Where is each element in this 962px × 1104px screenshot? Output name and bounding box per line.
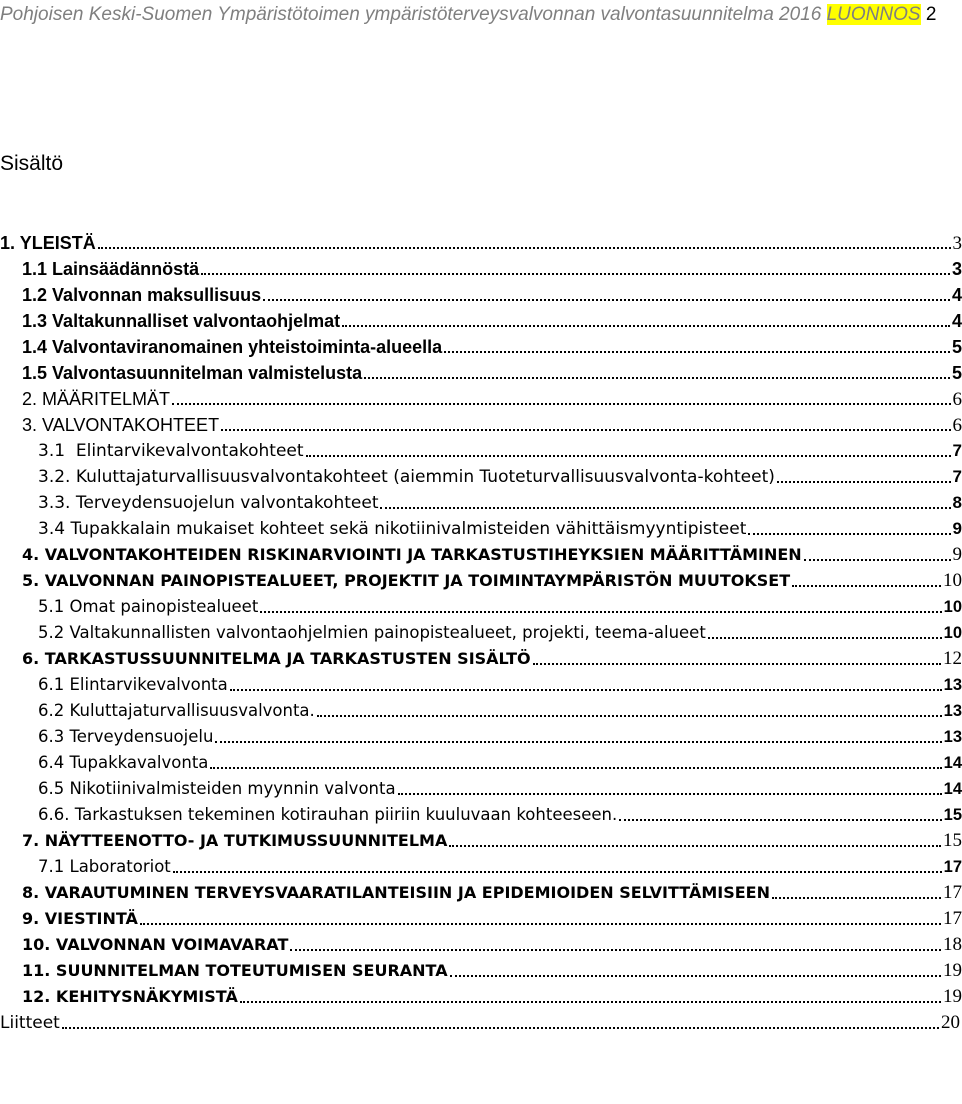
toc-leader-dots: [380, 507, 950, 509]
toc-leader-dots: [263, 299, 950, 301]
toc-entry-label: Tupakkalain mukaiset kohteet sekä nikotiinivalmisteiden vähittäismyyntipisteet: [70, 519, 747, 539]
toc-entry[interactable]: [0, 412, 962, 438]
toc-leader-dots: [772, 897, 941, 899]
toc-entry[interactable]: [0, 490, 962, 516]
toc-entry[interactable]: [0, 932, 962, 958]
toc-leader-dots: [221, 429, 950, 431]
toc-entry[interactable]: [0, 516, 962, 542]
toc-leader-dots: [317, 715, 942, 717]
toc-leader-dots: [230, 689, 942, 691]
toc-leader-dots: [210, 767, 941, 769]
toc-entry-number: 3.: [22, 415, 38, 435]
toc-entry-page: 10: [943, 598, 962, 616]
toc-entry-page: 15: [943, 830, 962, 851]
toc-entry[interactable]: [0, 230, 962, 256]
toc-entry-number: 5.2: [38, 623, 65, 642]
toc-entry-number: 3.3.: [38, 493, 71, 513]
toc-entry[interactable]: [0, 750, 962, 776]
toc-entry[interactable]: [0, 906, 962, 932]
toc-entry[interactable]: [0, 256, 962, 282]
page-header: [0, 4, 960, 26]
toc-entry[interactable]: [0, 958, 962, 984]
toc-leader-dots: [777, 481, 951, 483]
toc-entry[interactable]: [0, 282, 962, 308]
toc-leader-dots: [748, 533, 950, 535]
toc-entry-page: 17: [943, 908, 962, 929]
toc-entry-page: 6: [952, 415, 962, 436]
toc-entry-label: Terveydensuojelun valvontakohteet: [75, 493, 379, 513]
toc-entry[interactable]: [0, 594, 962, 620]
toc-entry-page: 10: [943, 624, 962, 642]
toc-entry-number: 5.: [22, 571, 40, 590]
toc-entry-page: 19: [943, 986, 962, 1007]
toc-entry-page: 13: [943, 728, 962, 746]
toc-entry-number: 5.1: [38, 597, 65, 616]
toc-entry-label: Tarkastuksen tekeminen kotirauhan piiriin kuuluvaan kohteeseen.: [74, 805, 618, 824]
toc-entry-number: 6.1: [38, 675, 65, 694]
toc-entry-page: 14: [943, 780, 962, 798]
toc-entry[interactable]: [0, 880, 962, 906]
toc-entry-label: Terveydensuojelu: [69, 727, 214, 746]
toc-entry-page: 8: [952, 493, 962, 512]
toc-entry-number: 1.5: [22, 363, 48, 383]
toc-entry-page: 10: [943, 570, 962, 591]
toc-entry-page: 13: [943, 702, 962, 720]
toc-entry-page: 6: [952, 389, 962, 410]
toc-entry-number: 1.1: [22, 259, 48, 279]
toc-entry-number: 1.3: [22, 311, 48, 331]
toc-entry[interactable]: [0, 386, 962, 412]
toc-entry-label: Liitteet: [0, 1013, 60, 1033]
toc-entry-label: Elintarvikevalvonta: [69, 675, 228, 694]
draft-highlight: LUONNOS: [826, 4, 921, 25]
toc-entry-number: 1.: [0, 233, 16, 253]
toc-entry[interactable]: [0, 334, 962, 360]
toc-entry-label: Tupakkavalvonta: [69, 753, 209, 772]
toc-entry[interactable]: [0, 464, 962, 490]
toc-leader-dots: [533, 663, 941, 665]
toc-entry[interactable]: [0, 698, 962, 724]
toc-leader-dots: [342, 325, 950, 327]
toc-entry-page: 5: [951, 363, 962, 383]
toc-entry-label: YLEISTÄ: [19, 233, 96, 253]
toc-entry-number: 12.: [22, 987, 51, 1006]
toc-entry-appendix[interactable]: [0, 1010, 960, 1036]
toc-entry-page: 17: [943, 858, 962, 876]
toc-entry-number: 6.4: [38, 753, 65, 772]
toc-leader-dots: [449, 845, 941, 847]
toc-entry-label: Omat painopistealueet: [69, 597, 259, 616]
toc-entry-number: 1.4: [22, 337, 48, 357]
toc-leader-dots: [62, 1027, 939, 1029]
toc-entry[interactable]: [0, 802, 962, 828]
toc-entry-number: 2.: [22, 389, 38, 409]
toc-entry-page: 4: [951, 311, 962, 331]
toc-leader-dots: [290, 949, 941, 951]
toc-entry[interactable]: [0, 620, 962, 646]
toc-leader-dots: [173, 871, 942, 873]
toc-leader-dots: [215, 741, 941, 743]
toc-entry[interactable]: [0, 672, 962, 698]
toc-entry-number: 10.: [22, 935, 51, 954]
toc-entry-number: 6.: [22, 649, 40, 668]
toc-entry[interactable]: [0, 984, 962, 1010]
toc-entry-label: VALVONTAKOHTEIDEN RISKINARVIOINTI JA TARKASTUSTIHEYKSIEN MÄÄRITTÄMINEN: [44, 545, 802, 564]
toc-entry-page: 20: [941, 1012, 960, 1033]
toc-entry-label: Valtakunnalliset valvontaohjelmat: [52, 311, 341, 331]
toc-entry-number: 7.1: [38, 857, 65, 876]
toc-leader-dots: [444, 351, 950, 353]
toc-entry-label: Kuluttajaturvallisuusvalvonta.: [69, 701, 315, 720]
toc-entry-number: 9.: [22, 909, 40, 928]
toc-entry-label: VARAUTUMINEN TERVEYSVAARATILANTEISIIN JA EPIDEMIOIDEN SELVITTÄMISEEN: [44, 883, 770, 902]
toc-entry-page: 5: [951, 337, 962, 357]
toc-entry-label: VIESTINTÄ: [44, 909, 138, 928]
toc-title: Sisältö: [0, 152, 64, 175]
toc-leader-dots: [708, 637, 942, 639]
toc-entry-page: 4: [951, 285, 962, 305]
toc-entry[interactable]: [0, 724, 962, 750]
toc-entry-label: Laboratoriot: [69, 857, 171, 876]
toc-entry-page: 17: [943, 882, 962, 903]
toc-entry-number: 3.4: [38, 519, 66, 539]
toc-entry-number: 4.: [22, 545, 40, 564]
toc-leader-dots: [364, 377, 950, 379]
toc-entry-page: 7: [952, 467, 962, 486]
header-page-number: 2: [925, 4, 937, 25]
toc-entry-label: Valvonnan maksullisuus: [52, 285, 262, 305]
toc-entry[interactable]: [0, 854, 962, 880]
toc-entry-label: Elintarvikevalvontakohteet: [75, 441, 304, 461]
toc-leader-dots: [619, 819, 941, 821]
toc-leader-dots: [98, 247, 951, 249]
toc-entry-label: TARKASTUSSUUNNITELMA JA TARKASTUSTEN SISÄLTÖ: [44, 649, 531, 668]
toc-entry-number: 6.2: [38, 701, 65, 720]
toc-entry-page: 18: [943, 934, 962, 955]
toc-entry[interactable]: [0, 828, 962, 854]
toc-entry-page: 9: [952, 544, 962, 565]
toc-entry-label: VALVONNAN VOIMAVARAT: [55, 935, 289, 954]
toc-entry-label: VALVONNAN PAINOPISTEALUEET, PROJEKTIT JA TOIMINTAYMPÄRISTÖN MUUTOKSET: [44, 571, 791, 590]
toc-entry-label: Valtakunnallisten valvontaohjelmien painopistealueet, projekti, teema-alueet: [69, 623, 706, 642]
toc-leader-dots: [140, 923, 941, 925]
toc-entry-page: 3: [951, 259, 962, 279]
toc-entry[interactable]: [0, 568, 962, 594]
toc-entry-label: Lainsäädännöstä: [52, 259, 200, 279]
toc-entry-page: 9: [952, 519, 962, 538]
toc-entry[interactable]: [0, 360, 962, 386]
toc-leader-dots: [240, 1001, 941, 1003]
toc-entry[interactable]: [0, 776, 962, 802]
toc-leader-dots: [804, 559, 951, 561]
toc-entry-label: NÄYTTEENOTTO- JA TUTKIMUSSUUNNITELMA: [44, 831, 448, 850]
toc-leader-dots: [306, 455, 951, 457]
toc-entry-label: KEHITYSNÄKYMISTÄ: [55, 987, 238, 1006]
toc-entry-page: 15: [943, 806, 962, 824]
toc-entry-label: Kuluttajaturvallisuusvalvontakohteet (aiemmin Tuoteturvallisuusvalvonta-kohteet): [75, 467, 775, 487]
toc-entry-page: 13: [943, 676, 962, 694]
toc-entry-number: 8.: [22, 883, 40, 902]
header-title: Pohjoisen Keski-Suomen Ympäristötoimen ympäristöterveysvalvonnan valvontasuunnitelma 2016: [0, 4, 822, 25]
toc-leader-dots: [172, 403, 950, 405]
toc-entry-number: 1.2: [22, 285, 48, 305]
toc-entry[interactable]: [0, 542, 962, 568]
toc-leader-dots: [450, 975, 941, 977]
toc-entry-label: SUUNNITELMAN TOTEUTUMISEN SEURANTA: [55, 961, 448, 980]
toc-entry-page: 19: [943, 960, 962, 981]
toc-entry-page: 12: [943, 648, 962, 669]
toc-entry[interactable]: [0, 308, 962, 334]
toc-entry[interactable]: [0, 438, 962, 464]
toc-leader-dots: [260, 611, 941, 613]
toc-entry-number: 3.1: [38, 441, 66, 461]
toc-entry-label: Valvontaviranomainen yhteistoiminta-alueella: [52, 337, 443, 357]
toc-leader-dots: [201, 273, 950, 275]
toc-entry-number: 3.2.: [38, 467, 71, 487]
toc-entry-page: 3: [952, 233, 962, 254]
toc-entry-page: 14: [943, 754, 962, 772]
toc-entry-page: 7: [952, 441, 962, 460]
toc-entry-number: 6.3: [38, 727, 65, 746]
toc-entry-label: Nikotiinivalmisteiden myynnin valvonta: [69, 779, 396, 798]
toc-entry-number: 11.: [22, 961, 51, 980]
toc-leader-dots: [792, 585, 941, 587]
toc-entry[interactable]: [0, 646, 962, 672]
toc-entry-label: MÄÄRITELMÄT: [42, 389, 171, 409]
toc-entry-number: 7.: [22, 831, 40, 850]
toc-entry-number: 6.5: [38, 779, 65, 798]
toc-entry-number: 6.6.: [38, 805, 70, 824]
toc-leader-dots: [398, 793, 942, 795]
toc-entry-label: Valvontasuunnitelman valmistelusta: [52, 363, 363, 383]
toc-entry-label: VALVONTAKOHTEET: [42, 415, 220, 435]
